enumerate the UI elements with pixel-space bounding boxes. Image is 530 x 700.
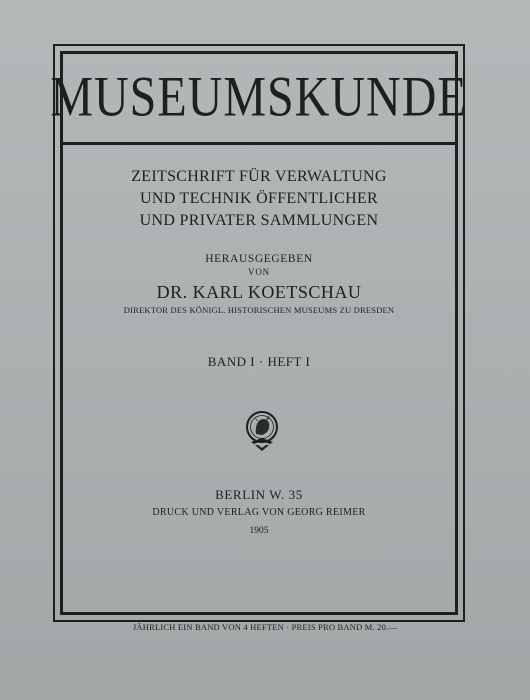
issue-label: BAND I · HEFT I	[207, 354, 311, 369]
subtitle-line: ZEITSCHRIFT FÜR VERWALTUNG	[131, 168, 387, 185]
publisher-medallion-icon	[245, 410, 279, 454]
subtitle-line: UND PRIVATER SAMMLUNGEN	[139, 212, 379, 229]
outer-frame	[50, 44, 468, 622]
editor-position: DIREKTOR DES KÖNIGL. HISTORISCHEN MUSEUMS ZU DRESDEN	[123, 305, 395, 315]
imprint-block	[63, 486, 455, 540]
publisher-name: DRUCK UND VERLAG VON GEORG REIMER	[152, 507, 366, 518]
inner-frame	[50, 51, 468, 615]
editor-block	[63, 252, 455, 316]
price-footer: JÄHRLICH EIN BAND VON 4 HEFTEN · PREIS PRO BAND M. 20.—	[132, 622, 398, 632]
editor-intro: HERAUSGEGEBEN	[205, 253, 313, 265]
editor-name: DR. KARL KOETSCHAU	[156, 282, 362, 302]
publication-year: 1905	[249, 526, 269, 536]
journal-title: MUSEUMSKUNDE	[50, 66, 468, 129]
publisher-city: BERLIN W. 35	[215, 487, 303, 502]
journal-subtitle	[63, 166, 455, 232]
editor-von: VON	[248, 267, 270, 277]
title-box	[50, 54, 468, 145]
subtitle-line: UND TECHNIK ÖFFENTLICHER	[139, 190, 378, 207]
